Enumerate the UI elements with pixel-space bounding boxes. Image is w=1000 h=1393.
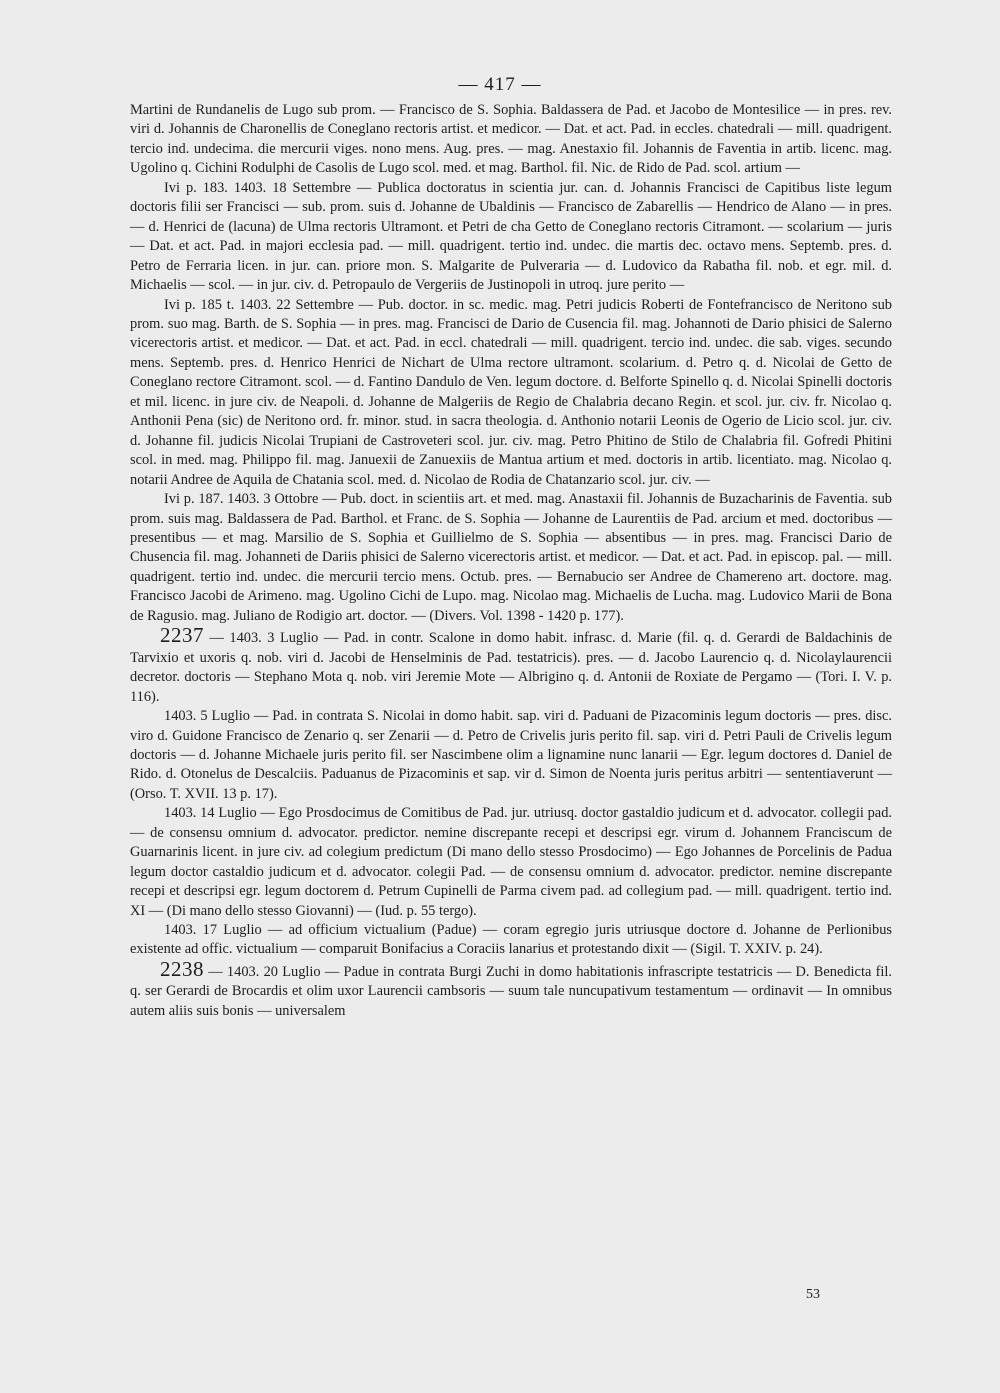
entry-text: — 1403. 20 Luglio — Padue in contrata Burgi Zuchi in domo habitationis infrascripte testatricis — D. Benedicta fil. q. ser Gerardi de Brocardis et olim uxor Laurencii cambsoris — suum tale nuncupativum testamentum — ordinavit — In omnibus autem aliis suis bonis — universalem	[130, 963, 892, 1019]
numbered-entry	[130, 956, 892, 1021]
entry-text: — 1403. 3 Luglio — Pad. in contr. Scalone in domo habit. infrasc. d. Marie (fil. q. d. Gerardi de Baldachinis de Tarvixio et uxoris q. nob. viri d. Jacobi de Henselminis de Pad. testatricis). pres. — d. Jacobo Laurencio q. d. Nicolaylaurencii decretor. doctoris — Stephano Mota q. nob. viri Jeremie Mote — Albrigino q. d. Antonii de Roxiate de Pergamo — (Tori. I. V. p. 116).	[130, 630, 892, 705]
paragraph-entry: Ivi p. 187. 1403. 3 Ottobre — Pub. doct. in scientiis art. et med. mag. Anastaxii fil. Johannis de Buzacharinis de Faventia. sub prom. suis mag. Baldassera de Pad. Barthol. et Franc. de S. Sophia — Johanne de Laurentiis de Pad. arcium et med. doctoribus — presentibus — et mag. Marsilio de S. Sophia et Guillielmo de S. Sophia — absentibus — in pres. mag. Francisci Dario de Chusencia fil. mag. Johanneti de Dariis phisici de Salerno vicerectoris artist. et medicor. — Dat. et act. Pad. in episcop. pal. — mill. quadrigent. tertio ind. undec. die mercurii tercio mens. Octub. pres. — Bernabucio ser Andree de Chamereno art. doctore. mag. Francisco Jacobi de Arimeno. mag. Ugolino Cichi de Lupo. mag. Nicolao mag. Michaelis de Lucha. mag. Ludovico Marii de Bona de Ragusio. mag. Juliano de Rodigio art. doctor. — (Divers. Vol. 1398 - 1420 p. 177).	[130, 491, 892, 624]
entry-number: 2238	[160, 956, 204, 981]
paragraph-entry: 1403. 14 Luglio — Ego Prosdocimus de Comitibus de Pad. jur. utriusq. doctor gastaldio judicum et d. advocator. collegii pad. — de consensu omnium d. advocator. predictor. nemine discrepante recepi et descripsi egr. virum d. Johannem Franciscum de Guarnarinis licent. in jure civ. ad colegium predictum (Di mano dello stesso Prosdocimo) — Ego Johannes de Porcelinis de Padua legum doctor castaldio judicum et d. advocator. colegii Pad. — de consensu omnium d. advocator. predictor. nemine discrepante recepi et descripsi egr. legum doctorem d. Petrum Cupinelli de Parma civem pad. ad collegium pad. — mill. quadrigent. tertio ind. XI — (Di mano dello stesso Giovanni) — (Iud. p. 55 tergo).	[130, 805, 892, 919]
paragraph-entry: 1403. 5 Luglio — Pad. in contrata S. Nicolai in domo habit. sap. viri d. Paduani de Pizacominis legum doctoris — pres. disc. viro d. Guidone Francisco de Zenario q. ser Zenarii — d. Petro de Crivelis juris perito fil. sap. viri d. Petri Pauli de Crivelis legum doctoris — d. Johanne Michaele juris perito fil. ser Nascimbene olim a lignamine nunc lanarii — Egr. legum doctores d. Daniel de Rido. d. Otonelus de Descalciis. Paduanus de Pizacominis et sap. vir d. Simon de Noenta juris peritus arbitri — sententiaverunt — (Orso. T. XVII. 13 p. 17).	[130, 708, 892, 802]
paragraph-entry: Ivi p. 185 t. 1403. 22 Settembre — Pub. doctor. in sc. medic. mag. Petri judicis Roberti de Fontefrancisco de Neritono sub prom. suo mag. Barth. de S. Sophia — in pres. mag. Francisci de Dario de Cusencia fil. mag. Johannoti de Dario phisici de Salerno vicerectoris artist. et medicor. — Dat. et act. Pad. in eccl. chatedrali — mill. quadrigent. tercio ind. undec. die sab. viges. secundo mens. Septemb. pres. d. Henrico Henrici de Nichart de Ulma rectore ultramont. scolarium. d. Petro q. d. Nicolai de Getto de Coneglano rectore Citramont. scol. — d. Fantino Dandulo de Ven. legum doctore. d. Belforte Spinello q. d. Nicolai Spinelli doctoris et mil. licenc. in jure civ. de Neapoli. d. Johanne de Malgeriis de Regio de Chalabria decano Regin. et scol. jur. civ. fr. Nicolao q. Anthonii Pena (sic) de Neritono ord. fr. minor. stud. in sacra theologia. d. Anthonio notarii Leonis de Ogerio de Licio scol. jur. civ. d. Johanne fil. judicis Nicolai Trupiani de Castroveteri scol. jur. civ. mag. Petro Phitino de Stilo de Chalabria fil. Gofredi Phitini scol. in med. mag. Philippo fil. mag. Januexii de Zanuexiis de Mantua artium et med. doctoris in artib. licentiato. mag. Nicolao q. notarii Andree de Aquila de Chatania scol. med. d. Nicolao de Rodia de Chatanzario scol. jur. civ. —	[130, 296, 892, 488]
signature-mark: 53	[806, 1287, 820, 1302]
entry-number: 2237	[160, 623, 204, 648]
paragraph-continuation: Martini de Rundanelis de Lugo sub prom. — Francisco de S. Sophia. Baldassera de Pad. et Jacobo de Montesilice — in pres. rev. viri d. Johannis de Charonellis de Coneglano rectoris artist. et medicor. — Dat. et act. Pad. in eccles. chatedrali — mill. quadrigent. tercio ind. undecima. die mercurii viges. nono mens. Aug. pres. — mag. Anestaxio fil. Johannis de Faventia in artib. licenc. mag. Ugolino q. Cichini Rodulphi de Casolis de Lugo scol. med. et mag. Barthol. fil. Nic. de Rido de Pad. scol. artium —	[130, 102, 892, 177]
paragraph-entry: Ivi p. 183. 1403. 18 Settembre — Publica doctoratus in scientia jur. can. d. Johannis Francisci de Capitibus liste legum doctoris filii ser Francisci — sub. prom. suis d. Johanne de Ubaldinis — Francisco de Zabarellis — Hendrico de Alano — in pres. — d. Henrici de (lacuna) de Ulma rectoris Ultramont. et Petri de cha Getto de Coneglano rectoris Citramont. — scolarium — juris — Dat. et act. Pad. in majori ecclesia pad. — mill. quadrigent. tertio ind. undec. die martis dec. octavo mens. Septemb. pres. d. Petro de Ferraria licen. in jur. can. priore mon. S. Malgarite de Pulveraria — d. Ludovico da Rabatha fil. nob. et egr. mil. d. Michaelis — scol. — in jur. civ. d. Petropaulo de Vergeriis de Justinopoli in utroq. jure perito —	[130, 179, 892, 294]
page-number: — 417 —	[458, 74, 542, 95]
numbered-entry	[130, 623, 892, 707]
body-text	[130, 101, 892, 1021]
paragraph-entry: 1403. 17 Luglio — ad officium victualium (Padue) — coram egregio juris utriusque doctore d. Johanne de Perlionibus existente ad offic. victualium — comparuit Bonifacius a Coraciis lanarius et protestando dixit — (Sigil. T. XXIV. p. 24).	[130, 922, 892, 958]
